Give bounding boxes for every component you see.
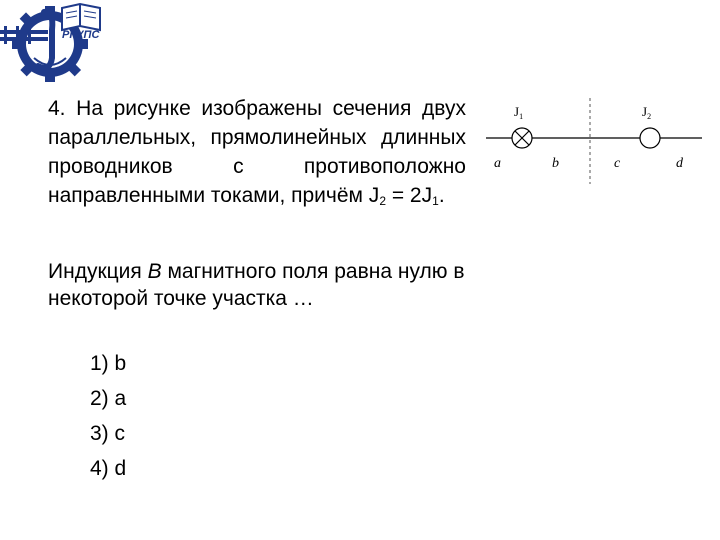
j2-subscript: 2: [379, 194, 386, 208]
answer-list: [90, 346, 126, 486]
answer-option-4[interactable]: 4) d: [90, 457, 127, 480]
logo-text: РГУПС: [62, 29, 100, 41]
answer-option-3[interactable]: 3) c: [90, 422, 126, 445]
conductor-2-label: $J_2$: [642, 104, 652, 121]
equals-text: = 2J: [386, 184, 433, 207]
question-end: .: [438, 184, 445, 207]
question-text: [48, 94, 466, 216]
j1-subscript: 1: [432, 194, 439, 208]
point-b-label: b: [552, 156, 559, 171]
b-symbol: B: [147, 260, 162, 283]
point-d-label: d: [676, 156, 683, 171]
question-number: 4.: [48, 97, 66, 120]
book-icon: [62, 4, 100, 30]
induction-text: [48, 258, 518, 312]
university-logo: [0, 0, 104, 82]
question-body: На рисунке изображены сечения двух параллельных, прямолинейных длинных проводников с противоположно направленными токами, причём J: [48, 97, 466, 207]
point-c-label: c: [614, 156, 621, 171]
induction-start: Индукция: [48, 260, 148, 283]
conductor-1-into-page-icon: [512, 128, 532, 148]
answer-option-2[interactable]: 2) a: [90, 387, 127, 410]
answer-option-1[interactable]: 1) b: [90, 352, 127, 375]
induction-end: магнитного поля равна нулю в некоторой точке участка …: [48, 260, 465, 310]
conductor-1-label: $J_1$: [514, 104, 524, 121]
point-a-label: a: [494, 156, 501, 171]
conductor-2-icon: [640, 128, 660, 148]
conductors-diagram: [480, 94, 710, 186]
